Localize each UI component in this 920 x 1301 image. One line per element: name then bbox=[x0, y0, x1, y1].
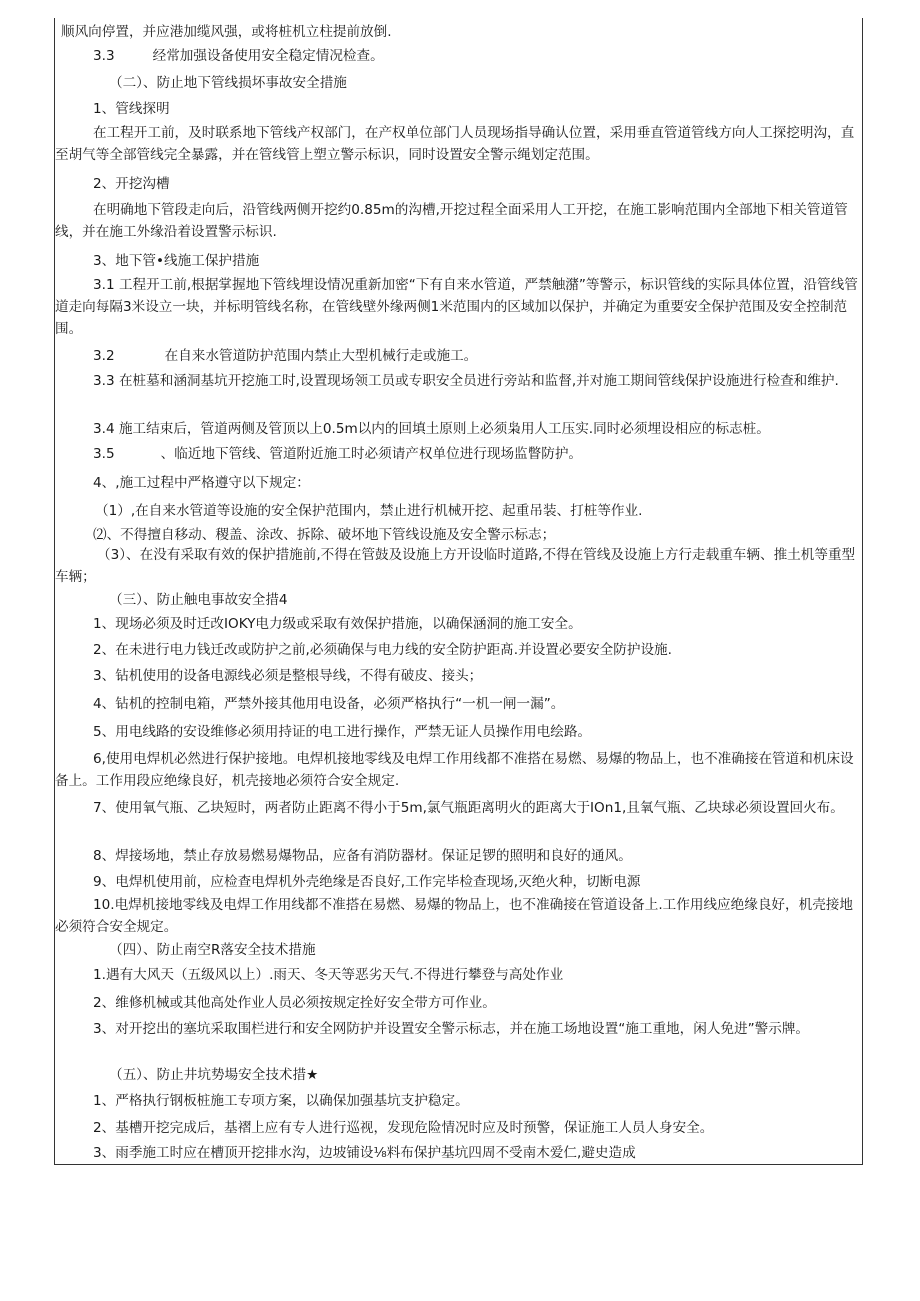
paragraph: 3.1 工程开工前,根据掌握地下管线埋设情况重新加密“下有自来水管道，严禁触潴”等警示，标识管线的实际具体位置，沿管线管道走向每隔3米设立一块，并标明管线名称，在管线壁外缘两侧1米范围内的区域加以保护，并确定为重要安全保护范围及安全控制范围。 bbox=[55, 277, 858, 337]
paragraph: 10.电焊机接地零线及电焊工作用线都不准搭在易燃、易爆的物品上，也不准确接在管道设备上.工作用线应绝缘良好，机壳接地必须符合安全规定。 bbox=[55, 897, 853, 935]
text-line: 8、焊接场地，禁止存放易燃易爆物品，应备有消防器材。保证足锣的照明和良好的通风。 bbox=[93, 848, 632, 864]
paragraph: 在工程开工前，及时联系地下管线产权部门，在产权单位部门人员现场指导确认位置，采用垂直管道管线方向人工探挖明沟，直至胡气等全部管线完全暴露，并在管线管上塑立警示标识，同时设置安全警示绳划定范围。 bbox=[55, 125, 855, 163]
text-line: 2、维修机械或其他高处作业人员必须按规定拴好安全带方可作业。 bbox=[93, 995, 496, 1011]
paragraph: （3）、在没有采取有效的保护措施前,不得在管鼓及设施上方开设临时道路,不得在管线及设施上方行走载重车辆、推土机等重型车辆； bbox=[55, 547, 856, 585]
text-line: 4、,施工过程中严格遵守以下规定： bbox=[93, 475, 310, 491]
text-line: 5、用电线路的安设维修必须用持证的电工进行操作，严禁无证人员操作用电绘路。 bbox=[93, 724, 592, 740]
item-text: 经常加强设备使用安全稳定情况检查。 bbox=[152, 48, 384, 64]
text-line: 9、电焊机使用前，应检查电焊机外壳绝缘是否良好,工作完毕检查现场,灭绝火种，切断电源 bbox=[93, 874, 641, 890]
subsection-heading: 2、开挖沟槽 bbox=[93, 176, 170, 192]
item-number: 3.5 bbox=[93, 446, 115, 462]
text-line: 2、在未进行电力钱迁改或防护之前,必须确保与电力线的安全防护距髙.并设置必要安全防护设施. bbox=[93, 642, 672, 658]
text-line: ⑵、不得擅自移动、稷盖、涂改、拆除、破坏地下管线设施及安全警示标志； bbox=[93, 527, 556, 543]
paragraph: 3.3 在桩墓和涵洞基坑开挖施工时,设置现场领工员或专职安全员进行旁站和监督,并对施工期间管线保护设施进行检查和维护. bbox=[93, 373, 839, 389]
text-line bbox=[93, 445, 582, 463]
section-heading: （三）、防止触电事故安全措4 bbox=[109, 592, 288, 608]
text-line: 3、雨季施工时应在槽顶开挖排水沟，边坡铺设⅛料布保护基坑四周不受南木爱仁,避史造成 bbox=[93, 1145, 636, 1161]
paragraph: 3、对开挖出的塞坑采取围栏进行和安全网防护并设置安全警示标志，并在施工场地设置“施工重地，闲人免进”警示牌。 bbox=[93, 1021, 810, 1037]
section-heading: （五）、防止井坑势場安全技术措★ bbox=[109, 1067, 319, 1083]
text-line: 1.遇有大风天（五级风以上）.雨天、冬天等恶劣天气.不得进行攀登与高处作业 bbox=[93, 967, 564, 983]
document-table-cell bbox=[54, 18, 863, 1165]
item-number: 3.2 bbox=[93, 348, 115, 364]
paragraph: 7、使用氧气瓶、乙块短时，两者防止距离不得小于5m,氯气瓶距离明火的距离大于IOn1,且氧气瓶、乙块球必须设置回火布。 bbox=[93, 800, 844, 816]
text-line: 1、现场必须及时迁改IOKY电力级或采取有效保护措施，以确保涵洞的施工安全。 bbox=[93, 616, 582, 632]
text-line: （1）,在自来水管道等设施的安全保护范围内，禁止进行机械开挖、起重吊装、打桩等作业. bbox=[95, 503, 643, 519]
item-text: 、临近地下管线、管道附近施工时必须请产权单位进行现场监瞥防护。 bbox=[160, 446, 583, 462]
paragraph: 在明确地下管段走向后，沿管线两侧开挖约0.85m的沟槽,开挖过程全面采用人工开挖，在施工影响范围内全部地下相关管道管线，并在施工外缘沿着设置警示标识. bbox=[55, 202, 848, 240]
section-heading: （二）、防止地下管线损坏事故安全措施 bbox=[109, 75, 347, 91]
item-number: 3.3 bbox=[93, 48, 115, 64]
text-line: 顺风向停置，并应港加缆风强，或将桩机立柱提前放倒. bbox=[61, 24, 392, 40]
text-line: 3、钻机使用的设备电源线必须是整根导线，不得有破皮、接头； bbox=[93, 668, 483, 684]
text-line: 3.4 施工结束后，管道两侧及管顶以上0.5m以内的回填土原则上必须枭用人工压实.同时必须埋设相应的标志桩。 bbox=[93, 421, 770, 437]
text-line: 4、钻机的控制电箱，严禁外接其他用电设备，必须严格执行“一机一闸一漏”。 bbox=[93, 696, 565, 712]
text-line: 1、严格执行钢板桩施工专项方案，以确保加强基坑支护稳定。 bbox=[93, 1093, 469, 1109]
subsection-heading: 1、管线探明 bbox=[93, 101, 170, 117]
item-text: 在自来水管道防护范围内禁止大型机械行走或施工。 bbox=[164, 348, 478, 364]
text-line bbox=[93, 347, 477, 365]
section-heading: （四）、防止南空R落安全技术措施 bbox=[109, 942, 316, 958]
text-line bbox=[93, 47, 384, 65]
paragraph: 6,使用电焊机必然进行保护接地。电焊机接地零线及电焊工作用线都不准搭在易燃、易爆的物品上，也不准确接在管道和机床设备上。工作用段应绝缘良好，机壳接地必须符合安全规定. bbox=[55, 751, 854, 789]
subsection-heading: 3、地下管•线施工保护措施 bbox=[93, 253, 260, 269]
text-line: 2、基槽开挖完成后，基褶上应有专人进行巡视，发现危险情况时应及时预警，保证施工人员人身安全。 bbox=[93, 1120, 714, 1136]
